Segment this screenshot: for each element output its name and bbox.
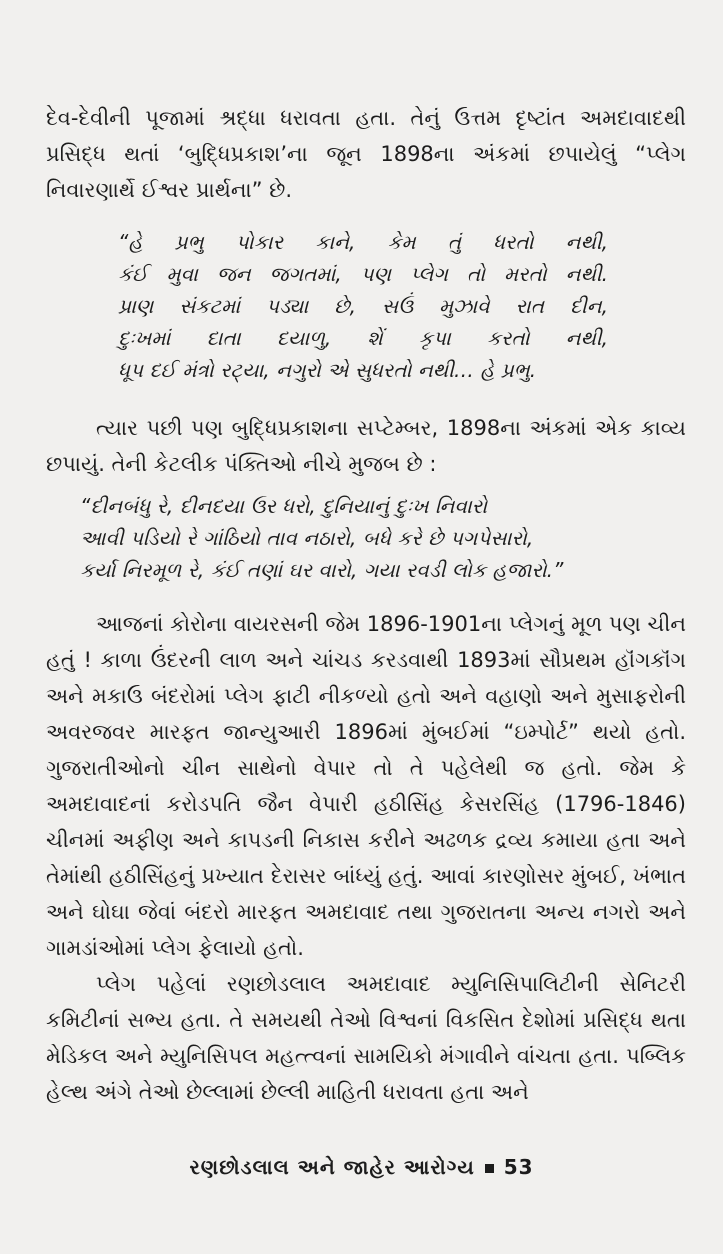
square-bullet-icon: [485, 1164, 494, 1173]
running-title: રણછોડલાલ અને જાહેર આરોગ્ય: [189, 1155, 475, 1179]
poem-line: ધૂપ દઈ મંત્રો રટ્યા, નગુરો એ સુધરતો નથી… હે પ્રભુ.: [118, 358, 537, 382]
paragraph-intro: દેવ-દેવીની પૂજામાં શ્રદ્ધા ધરાવતા હતા. તેનું ઉત્તમ દૃષ્ટાંત અમદાવાદથી પ્રસિદ્ધ થતાં ‘બુદ્ધિપ્રકાશ’ના જૂન 1898ના અંકમાં છપાયેલું “પ્લેગ નિવારણાર્થે ઈશ્વર પ્રાર્થના” છે.: [46, 106, 686, 202]
poem-line: આવી પડિયો રે ગાંઠિયો તાવ નઠારો, બધે કરે છે પગપેસારો,: [80, 526, 534, 550]
poem-line: “હે પ્રભુ પોકાર કાને, કેમ તું ધરતો નથી,: [118, 230, 608, 254]
poem-line: કર્યા નિરમૂળ રે, કંઈ તણાં ઘર વારો, ગયા રવડી લોક હજારો.”: [80, 558, 564, 582]
paragraph-sanitary-committee: પ્લેગ પહેલાં રણછોડલાલ અમદાવાદ મ્યુનિસિપાલિટીની સેનિટરી કમિટીનાં સભ્ય હતા. તે સમયથી તેઓ વિશ્વનાં વિકસિત દેશોમાં પ્રસિદ્ધ થતા મેડિકલ અને મ્યુનિસિપલ મહત્ત્વનાં સામયિકો મંગાવીને વાંચતા હતા. પબ્લિક હેલ્થ અંગે તેઓ છેલ્લામાં છેલ્લી માહિતી ધરાવતા હતા અને: [46, 972, 686, 1104]
paragraph-second-poem-intro: ત્યાર પછી પણ બુદ્ધિપ્રકાશના સપ્ટેમ્બર, 1898ના અંકમાં એક કાવ્ય છપાયું. તેની કેટલીક પંક્તિઓ નીચે મુજબ છે :: [46, 416, 686, 476]
page-footer: [0, 1155, 723, 1179]
poem-line: દુઃખમાં દાતા દયાળુ, શેં કૃપા કરતો નથી,: [118, 326, 608, 350]
prayer-poem: [118, 226, 608, 386]
poem-line: પ્રાણ સંકટમાં પડ્યા છે, સઉં મુઝાવે રાત દીન,: [118, 294, 608, 318]
poem-line: “દીનબંધુ રે, દીનદયા ઉર ધરો, દુનિયાનું દુઃખ નિવારો: [80, 494, 488, 518]
second-poem: [80, 490, 680, 586]
page-number: 53: [503, 1155, 534, 1179]
paragraph-plague-origin: આજનાં કોરોના વાયરસની જેમ 1896-1901ના પ્લેગનું મૂળ પણ ચીન હતું ! કાળા ઉંદરની લાળ અને ચાંચડ કરડવાથી 1893માં સૌપ્રથમ હૉંગકૉંગ અને મકાઉ બંદરોમાં પ્લેગ ફાટી નીકળ્યો હતો અને વહાણો અને મુસાફરોની અવરજવર મારફત જાન્યુઆરી 1896માં મુંબઈમાં “ઇમ્પોર્ટ” થયો હતો. ગુજરાતીઓનો ચીન સાથેનો વેપાર તો તે પહેલેથી જ હતો. જેમ કે અમદાવાદનાં કરોડપતિ જૈન વેપારી હઠીસિંહ કેસરસિંહ (1796-1846) ચીનમાં અફીણ અને કાપડની નિકાસ કરીને અઢળક દ્રવ્ય કમાયા હતા અને તેમાંથી હઠીસિંહનું પ્રખ્યાત દેરાસર બાંધ્યું હતું. આવાં કારણોસર મુંબઈ, ખંભાત અને ઘોઘા જેવાં બંદરો મારફત અમદાવાદ તથા ગુજરાતના અન્ય નગરો અને ગામડાંઓમાં પ્લેગ ફેલાયો હતો.: [46, 612, 686, 960]
poem-line: કંઈ મુવા જન જગતમાં, પણ પ્લેગ તો મરતો નથી.: [118, 262, 608, 286]
